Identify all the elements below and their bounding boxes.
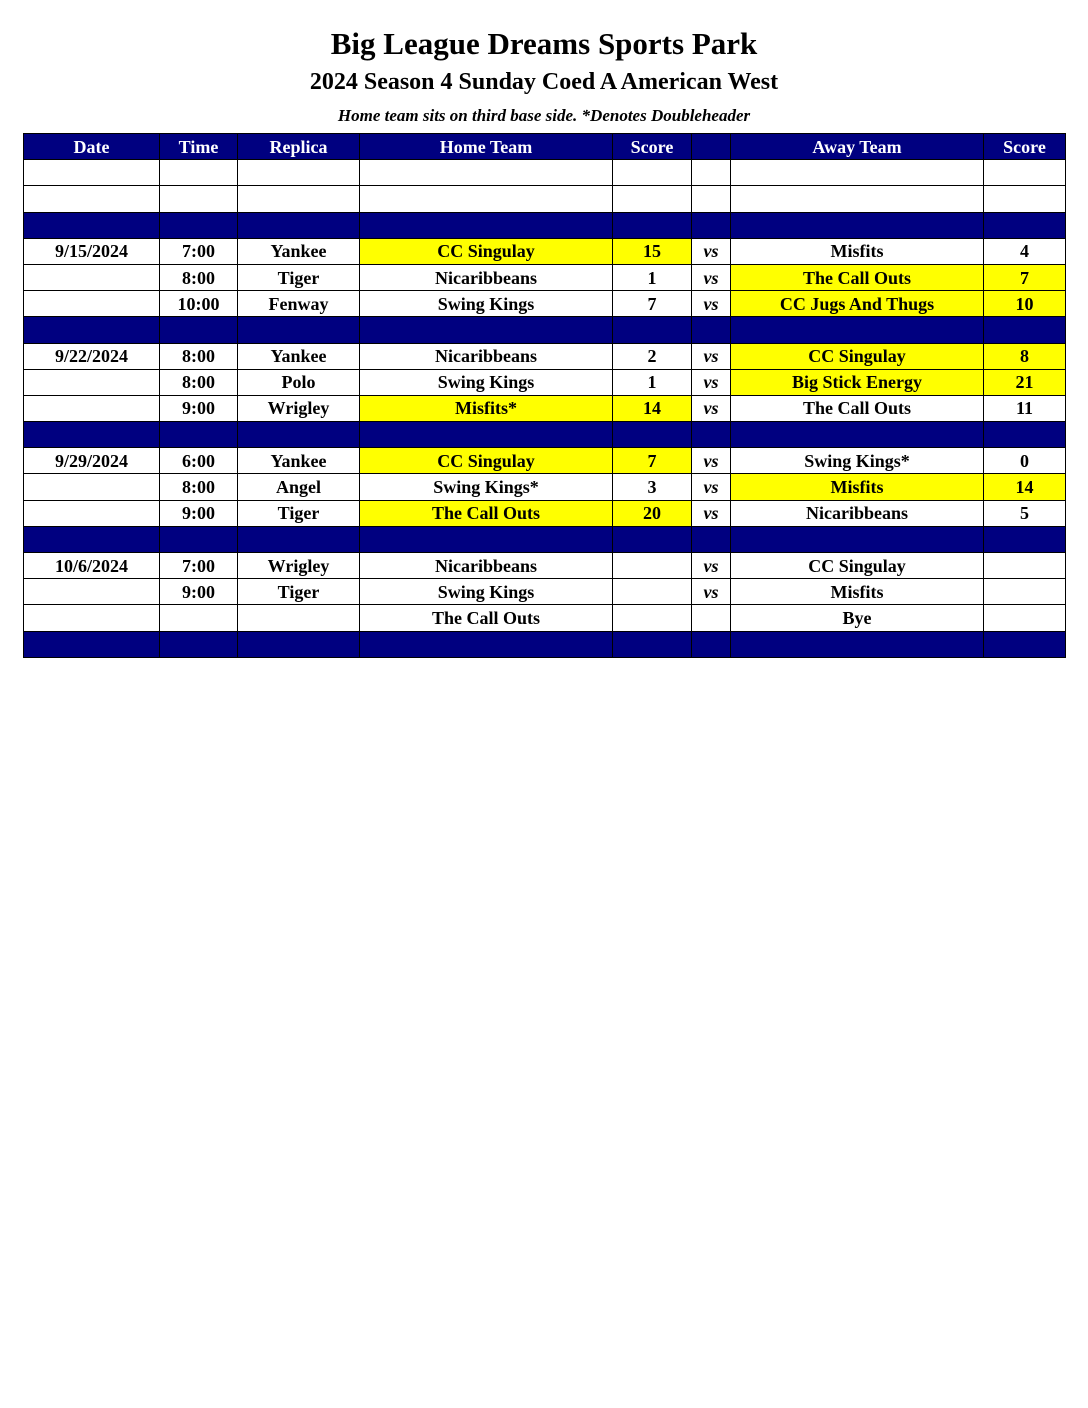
table-row: [24, 238, 1066, 264]
away-team-cell: CC Singulay: [731, 553, 984, 579]
schedule-note: Home team sits on third base side. *Denotes Doubleheader: [337, 106, 751, 125]
vs-cell: vs: [692, 343, 731, 369]
away-team-cell: Misfits: [731, 474, 984, 500]
home-team-cell: Nicaribbeans: [360, 264, 613, 290]
time-cell: 9:00: [160, 500, 238, 526]
vs-cell: [692, 605, 731, 631]
home-score-cell: [613, 317, 692, 343]
replica-cell: Yankee: [238, 448, 360, 474]
date-cell: [24, 264, 160, 290]
week-separator-row: [24, 422, 1066, 448]
column-header-time: Time: [160, 134, 238, 160]
away-team-cell: The Call Outs: [731, 264, 984, 290]
replica-cell: Tiger: [238, 500, 360, 526]
away-score-cell: [984, 317, 1066, 343]
home-team-cell: [360, 317, 613, 343]
home-score-cell: 7: [613, 448, 692, 474]
time-cell: 8:00: [160, 343, 238, 369]
date-cell: [24, 291, 160, 317]
vs-cell: vs: [692, 264, 731, 290]
away-team-cell: [731, 160, 984, 186]
time-cell: 9:00: [160, 395, 238, 421]
date-cell: [24, 395, 160, 421]
replica-cell: [238, 186, 360, 212]
home-team-cell: The Call Outs: [360, 500, 613, 526]
table-row: [24, 291, 1066, 317]
away-team-cell: [731, 186, 984, 212]
home-score-cell: [613, 526, 692, 552]
time-cell: [160, 160, 238, 186]
away-score-cell: 10: [984, 291, 1066, 317]
table-header-row: [24, 134, 1066, 160]
replica-cell: [238, 422, 360, 448]
vs-cell: [692, 212, 731, 238]
home-team-cell: Swing Kings: [360, 369, 613, 395]
table-row: [24, 369, 1066, 395]
table-row: [24, 264, 1066, 290]
away-team-cell: Bye: [731, 605, 984, 631]
column-header-replica: Replica: [238, 134, 360, 160]
home-team-cell: The Call Outs: [360, 605, 613, 631]
home-team-cell: Swing Kings: [360, 291, 613, 317]
home-score-cell: [613, 579, 692, 605]
column-header-vs: [692, 134, 731, 160]
schedule-table: [23, 133, 1066, 658]
vs-cell: [692, 160, 731, 186]
away-score-cell: [984, 579, 1066, 605]
column-header-away-score: Score: [984, 134, 1066, 160]
table-row: [24, 343, 1066, 369]
away-score-cell: [984, 186, 1066, 212]
page-title: Big League Dreams Sports Park: [330, 26, 758, 61]
vs-cell: [692, 422, 731, 448]
table-row: [24, 500, 1066, 526]
away-score-cell: 7: [984, 264, 1066, 290]
replica-cell: Wrigley: [238, 553, 360, 579]
table-row: [24, 553, 1066, 579]
vs-cell: [692, 631, 731, 657]
date-cell: [24, 212, 160, 238]
away-score-cell: [984, 212, 1066, 238]
date-cell: [24, 605, 160, 631]
home-team-cell: Nicaribbeans: [360, 343, 613, 369]
home-score-cell: [613, 605, 692, 631]
blank-row: [24, 160, 1066, 186]
vs-cell: vs: [692, 291, 731, 317]
date-cell: 10/6/2024: [24, 553, 160, 579]
replica-cell: [238, 526, 360, 552]
away-score-cell: 21: [984, 369, 1066, 395]
schedule-body: [24, 160, 1066, 658]
replica-cell: [238, 317, 360, 343]
away-team-cell: [731, 526, 984, 552]
away-score-cell: [984, 526, 1066, 552]
time-cell: 9:00: [160, 579, 238, 605]
replica-cell: Wrigley: [238, 395, 360, 421]
time-cell: 8:00: [160, 474, 238, 500]
table-row: [24, 605, 1066, 631]
vs-cell: vs: [692, 395, 731, 421]
replica-cell: Polo: [238, 369, 360, 395]
home-score-cell: [613, 422, 692, 448]
time-cell: [160, 422, 238, 448]
home-score-cell: 20: [613, 500, 692, 526]
away-score-cell: [984, 160, 1066, 186]
time-cell: 7:00: [160, 238, 238, 264]
away-team-cell: The Call Outs: [731, 395, 984, 421]
home-team-cell: Nicaribbeans: [360, 553, 613, 579]
week-separator-row: [24, 212, 1066, 238]
home-score-cell: 7: [613, 291, 692, 317]
vs-cell: vs: [692, 500, 731, 526]
home-team-cell: Misfits*: [360, 395, 613, 421]
away-score-cell: [984, 422, 1066, 448]
home-team-cell: [360, 526, 613, 552]
home-team-cell: CC Singulay: [360, 448, 613, 474]
away-team-cell: CC Jugs And Thugs: [731, 291, 984, 317]
away-team-cell: CC Singulay: [731, 343, 984, 369]
date-cell: 9/22/2024: [24, 343, 160, 369]
date-cell: [24, 160, 160, 186]
away-team-cell: Big Stick Energy: [731, 369, 984, 395]
away-team-cell: [731, 212, 984, 238]
date-cell: [24, 474, 160, 500]
away-score-cell: [984, 605, 1066, 631]
date-cell: [24, 579, 160, 605]
column-header-away-team: Away Team: [731, 134, 984, 160]
away-score-cell: 11: [984, 395, 1066, 421]
replica-cell: Tiger: [238, 579, 360, 605]
time-cell: 10:00: [160, 291, 238, 317]
home-score-cell: [613, 160, 692, 186]
date-cell: 9/29/2024: [24, 448, 160, 474]
home-team-cell: [360, 186, 613, 212]
away-score-cell: 8: [984, 343, 1066, 369]
vs-cell: [692, 526, 731, 552]
vs-cell: vs: [692, 448, 731, 474]
home-team-cell: [360, 160, 613, 186]
page-subtitle: 2024 Season 4 Sunday Coed A American West: [309, 69, 779, 95]
week-separator-row: [24, 317, 1066, 343]
table-row: [24, 474, 1066, 500]
date-cell: [24, 631, 160, 657]
home-team-cell: [360, 422, 613, 448]
column-header-date: Date: [24, 134, 160, 160]
vs-cell: vs: [692, 474, 731, 500]
replica-cell: Fenway: [238, 291, 360, 317]
vs-cell: vs: [692, 553, 731, 579]
time-cell: [160, 317, 238, 343]
replica-cell: [238, 631, 360, 657]
time-cell: 8:00: [160, 264, 238, 290]
away-team-cell: Swing Kings*: [731, 448, 984, 474]
away-score-cell: 14: [984, 474, 1066, 500]
date-cell: [24, 422, 160, 448]
replica-cell: Tiger: [238, 264, 360, 290]
home-team-cell: Swing Kings: [360, 579, 613, 605]
home-score-cell: 15: [613, 238, 692, 264]
replica-cell: Angel: [238, 474, 360, 500]
replica-cell: Yankee: [238, 343, 360, 369]
date-cell: [24, 500, 160, 526]
home-score-cell: 3: [613, 474, 692, 500]
time-cell: 7:00: [160, 553, 238, 579]
vs-cell: vs: [692, 369, 731, 395]
home-score-cell: [613, 631, 692, 657]
time-cell: [160, 186, 238, 212]
replica-cell: [238, 605, 360, 631]
table-row: [24, 579, 1066, 605]
away-team-cell: [731, 317, 984, 343]
blank-row: [24, 186, 1066, 212]
away-team-cell: Nicaribbeans: [731, 500, 984, 526]
home-team-cell: Swing Kings*: [360, 474, 613, 500]
table-row: [24, 395, 1066, 421]
away-team-cell: Misfits: [731, 238, 984, 264]
week-separator-row: [24, 526, 1066, 552]
date-cell: [24, 186, 160, 212]
replica-cell: Yankee: [238, 238, 360, 264]
home-team-cell: [360, 212, 613, 238]
column-header-home-team: Home Team: [360, 134, 613, 160]
away-score-cell: 5: [984, 500, 1066, 526]
home-score-cell: 2: [613, 343, 692, 369]
vs-cell: [692, 186, 731, 212]
date-cell: [24, 317, 160, 343]
replica-cell: [238, 160, 360, 186]
away-team-cell: Misfits: [731, 579, 984, 605]
date-cell: [24, 369, 160, 395]
table-row: [24, 448, 1066, 474]
vs-cell: vs: [692, 238, 731, 264]
time-cell: [160, 605, 238, 631]
replica-cell: [238, 212, 360, 238]
home-team-cell: [360, 631, 613, 657]
week-separator-row: [24, 631, 1066, 657]
away-score-cell: 4: [984, 238, 1066, 264]
date-cell: [24, 526, 160, 552]
time-cell: [160, 631, 238, 657]
home-score-cell: 1: [613, 264, 692, 290]
time-cell: 8:00: [160, 369, 238, 395]
away-score-cell: [984, 553, 1066, 579]
vs-cell: [692, 317, 731, 343]
time-cell: [160, 212, 238, 238]
away-score-cell: [984, 631, 1066, 657]
column-header-home-score: Score: [613, 134, 692, 160]
home-score-cell: 14: [613, 395, 692, 421]
date-cell: 9/15/2024: [24, 238, 160, 264]
home-score-cell: [613, 186, 692, 212]
time-cell: 6:00: [160, 448, 238, 474]
away-score-cell: 0: [984, 448, 1066, 474]
home-team-cell: CC Singulay: [360, 238, 613, 264]
home-score-cell: [613, 553, 692, 579]
vs-cell: vs: [692, 579, 731, 605]
away-team-cell: [731, 422, 984, 448]
away-team-cell: [731, 631, 984, 657]
home-score-cell: 1: [613, 369, 692, 395]
home-score-cell: [613, 212, 692, 238]
time-cell: [160, 526, 238, 552]
